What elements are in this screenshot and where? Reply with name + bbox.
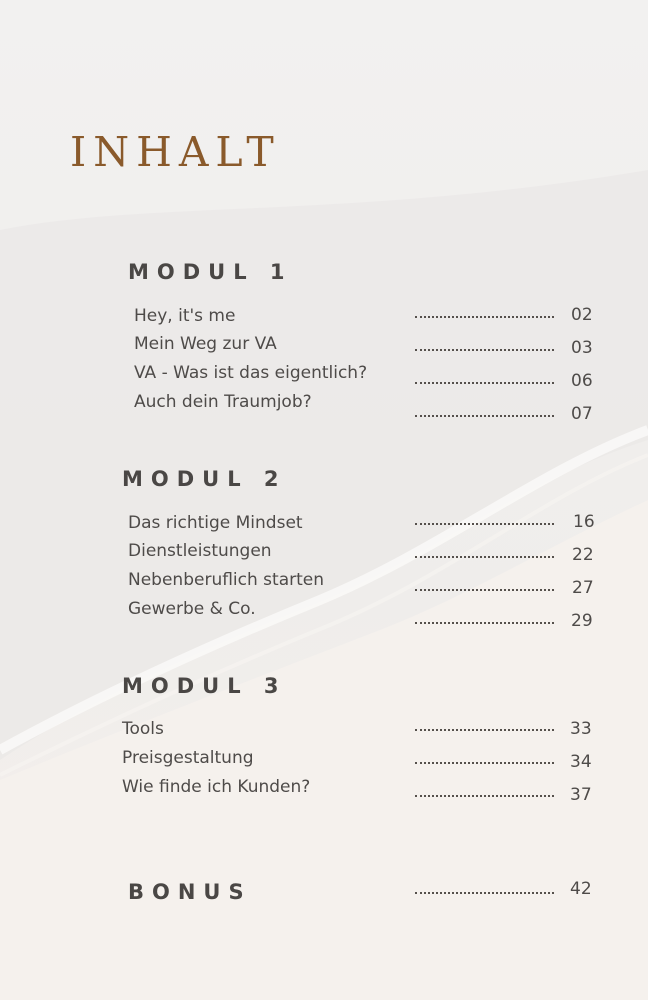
dot-leader	[415, 523, 554, 525]
toc-entry-label[interactable]: Dienstleistungen	[128, 541, 272, 561]
dot-leader	[415, 622, 554, 624]
dot-leader	[415, 556, 554, 558]
dot-leader	[415, 415, 554, 417]
dot-leader	[415, 589, 554, 591]
module-3-heading: MODUL 3	[122, 674, 287, 698]
toc-entry-label[interactable]: Das richtige Mindset	[128, 513, 303, 533]
toc-entry-label[interactable]: Hey, it's me	[134, 306, 236, 326]
toc-entry-page: 22	[572, 545, 594, 565]
module-2-heading: MODUL 2	[122, 467, 287, 491]
toc-entry-page: 16	[573, 512, 595, 532]
toc-entry-page: 03	[571, 338, 593, 358]
module-1-heading: MODUL 1	[128, 260, 293, 284]
toc-entry-label[interactable]: Wie finde ich Kunden?	[122, 777, 311, 797]
toc-entry-page: 07	[571, 404, 593, 424]
toc-entry-page: 06	[571, 371, 593, 391]
toc-entry-label[interactable]: Gewerbe & Co.	[128, 599, 256, 619]
toc-entry-page: 02	[571, 305, 593, 325]
dot-leader	[415, 316, 554, 318]
toc-entry-page: 29	[571, 611, 593, 631]
bonus-page: 42	[570, 879, 592, 899]
toc-entry-page: 27	[572, 578, 594, 598]
bonus-heading[interactable]: BONUS	[128, 880, 252, 904]
dot-leader	[415, 795, 554, 797]
dot-leader	[415, 349, 554, 351]
dot-leader	[415, 762, 554, 764]
toc-entry-label[interactable]: Nebenberuflich starten	[128, 570, 324, 590]
dot-leader	[415, 892, 554, 894]
page-title: INHALT	[70, 128, 281, 176]
toc-entry-page: 33	[570, 719, 592, 739]
dot-leader	[415, 729, 554, 731]
toc-entry-label[interactable]: VA - Was ist das eigentlich?	[134, 363, 368, 383]
toc-entry-label[interactable]: Tools	[122, 719, 164, 739]
dot-leader	[415, 382, 554, 384]
toc-entry-label[interactable]: Auch dein Traumjob?	[134, 392, 312, 412]
toc-entry-label[interactable]: Preisgestaltung	[122, 748, 254, 768]
toc-entry-label[interactable]: Mein Weg zur VA	[134, 334, 277, 354]
toc-entry-page: 34	[570, 752, 592, 772]
toc-entry-page: 37	[570, 785, 592, 805]
